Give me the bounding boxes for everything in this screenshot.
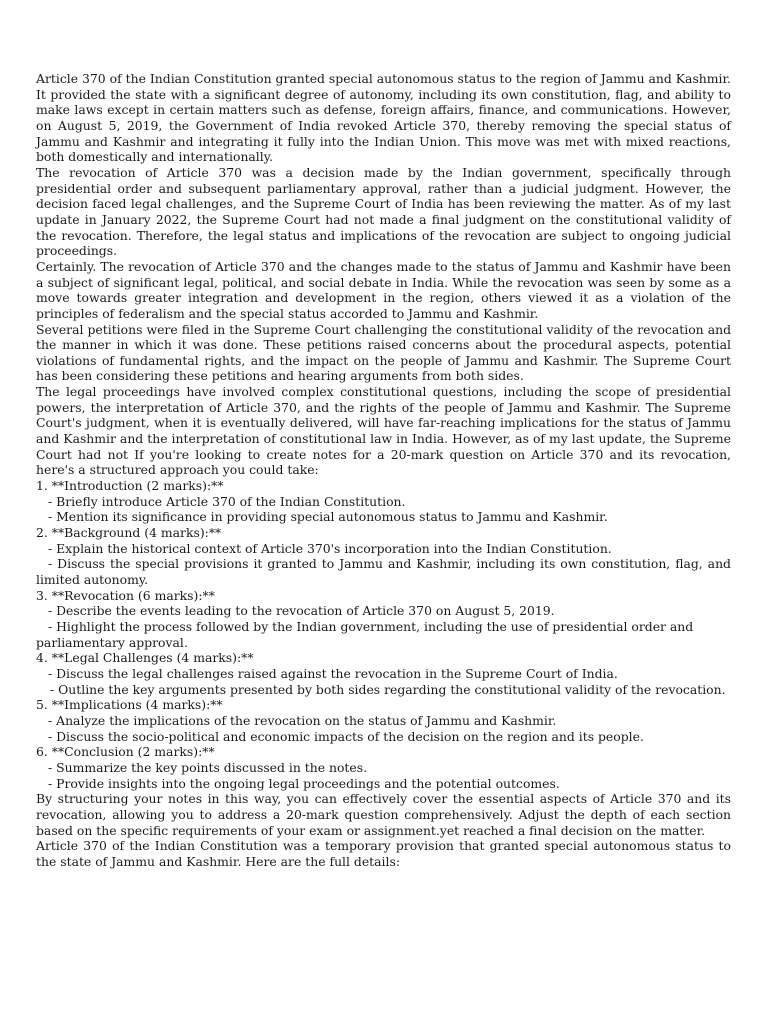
outline-item: - Outline the key arguments presented by both sides regarding the constitutional validity of the revocation.: [50, 681, 726, 697]
outline-item: - Highlight the process followed by the Indian government, including the use of presidential order and parliamentary approval.: [36, 618, 694, 650]
outline-item: - Analyze the implications of the revocation on the status of Jammu and Kashmir.: [48, 712, 557, 728]
paragraph-legal-proceedings: The legal proceedings have involved complex constitutional questions, including the scope of presidential powers, the interpretation of Article 370, and the rights of the people of Jammu and Kashmir. The Supreme Court's judgment, when it is eventually delivered, will have far-reaching implications for the status of Jammu and Kashmir and the interpretation of constitutional law in India. However, as of my last update, the Supreme Court had not If you're looking to create notes for a 20-mark question on Article 370 and its revocation, here's a structured approach you could take:: [36, 384, 731, 478]
outline-item: - Describe the events leading to the revocation of Article 370 on August 5, 2019.: [48, 603, 555, 619]
outline-heading-introduction: 1. **Introduction (2 marks):**: [36, 478, 224, 494]
paragraph-petitions: Several petitions were filed in the Supreme Court challenging the constitutional validity of the revocation and the manner in which it was done. These petitions raised concerns about the procedural aspects, potential violations of fundamental rights, and the impact on the people of Jammu and Kashmir. The Supreme Court has been considering these petitions and hearing arguments from both sides.: [36, 321, 731, 384]
paragraph-full-details-intro: Article 370 of the Indian Constitution was a temporary provision that granted special autonomous status to the state of Jammu and Kashmir. Here are the full details:: [36, 838, 731, 869]
outline-item: - Summarize the key points discussed in the notes.: [48, 759, 368, 775]
outline-heading-legal-challenges: 4. **Legal Challenges (4 marks):**: [36, 650, 254, 666]
outline-heading-implications: 5. **Implications (4 marks):**: [36, 697, 223, 713]
outline-item: - Briefly introduce Article 370 of the Indian Constitution.: [48, 493, 406, 509]
paragraph-structuring-advice: By structuring your notes in this way, you can effectively cover the essential aspects of Article 370 and its revocation, allowing you to address a 20-mark question comprehensively. Adjust the depth of each section based on the specific requirements of your exam or assignment.yet reached a final decision on the matter.: [36, 791, 731, 838]
outline-heading-background: 2. **Background (4 marks):**: [36, 525, 222, 541]
outline-item: - Explain the historical context of Article 370's incorporation into the Indian Constitution.: [48, 540, 612, 556]
document-page: [36, 71, 731, 869]
paragraph-revocation-decision: The revocation of Article 370 was a decision made by the Indian government, specifically through presidential order and subsequent parliamentary approval, rather than a judicial judgment. However, the decision faced legal challenges, and the Supreme Court of India has been reviewing the matter. As of my last update in January 2022, the Supreme Court had not made a final judgment on the constitutional validity of the revocation. Therefore, the legal status and implications of the revocation are subject to ongoing judicial proceedings.: [36, 164, 731, 259]
paragraph-debate: Certainly. The revocation of Article 370 and the changes made to the status of Jammu and Kashmir have been a subject of significant legal, political, and social debate in India. While the revocation was seen by some as a move towards greater integration and development in the region, others viewed it as a violation of the principles of federalism and the special status accorded to Jammu and Kashmir.: [36, 258, 731, 321]
outline-item: - Discuss the special provisions it granted to Jammu and Kashmir, including its own constitution, flag, and limited autonomy.: [36, 556, 731, 587]
outline-item: - Discuss the legal challenges raised against the revocation in the Supreme Court of India.: [48, 665, 618, 681]
paragraph-article-370-overview: Article 370 of the Indian Constitution granted special autonomous status to the region of Jammu and Kashmir. It provided the state with a significant degree of autonomy, including its own constitution, flag, and ability to make laws except in certain matters such as defense, foreign affairs, finance, and communications. However, on August 5, 2019, the Government of India revoked Article 370, thereby removing the special status of Jammu and Kashmir and integrating it fully into the Indian Union. This move was met with mixed reactions, both domestically and internationally.: [36, 71, 731, 165]
outline-item: - Discuss the socio-political and economic impacts of the decision on the region and its people.: [48, 728, 644, 744]
outline-item: - Mention its significance in providing special autonomous status to Jammu and Kashmir.: [48, 509, 608, 525]
notes-outline: [36, 478, 731, 791]
outline-heading-revocation: 3. **Revocation (6 marks):**: [36, 587, 215, 603]
outline-heading-conclusion: 6. **Conclusion (2 marks):**: [36, 744, 215, 760]
outline-item: - Provide insights into the ongoing legal proceedings and the potential outcomes.: [48, 775, 560, 791]
